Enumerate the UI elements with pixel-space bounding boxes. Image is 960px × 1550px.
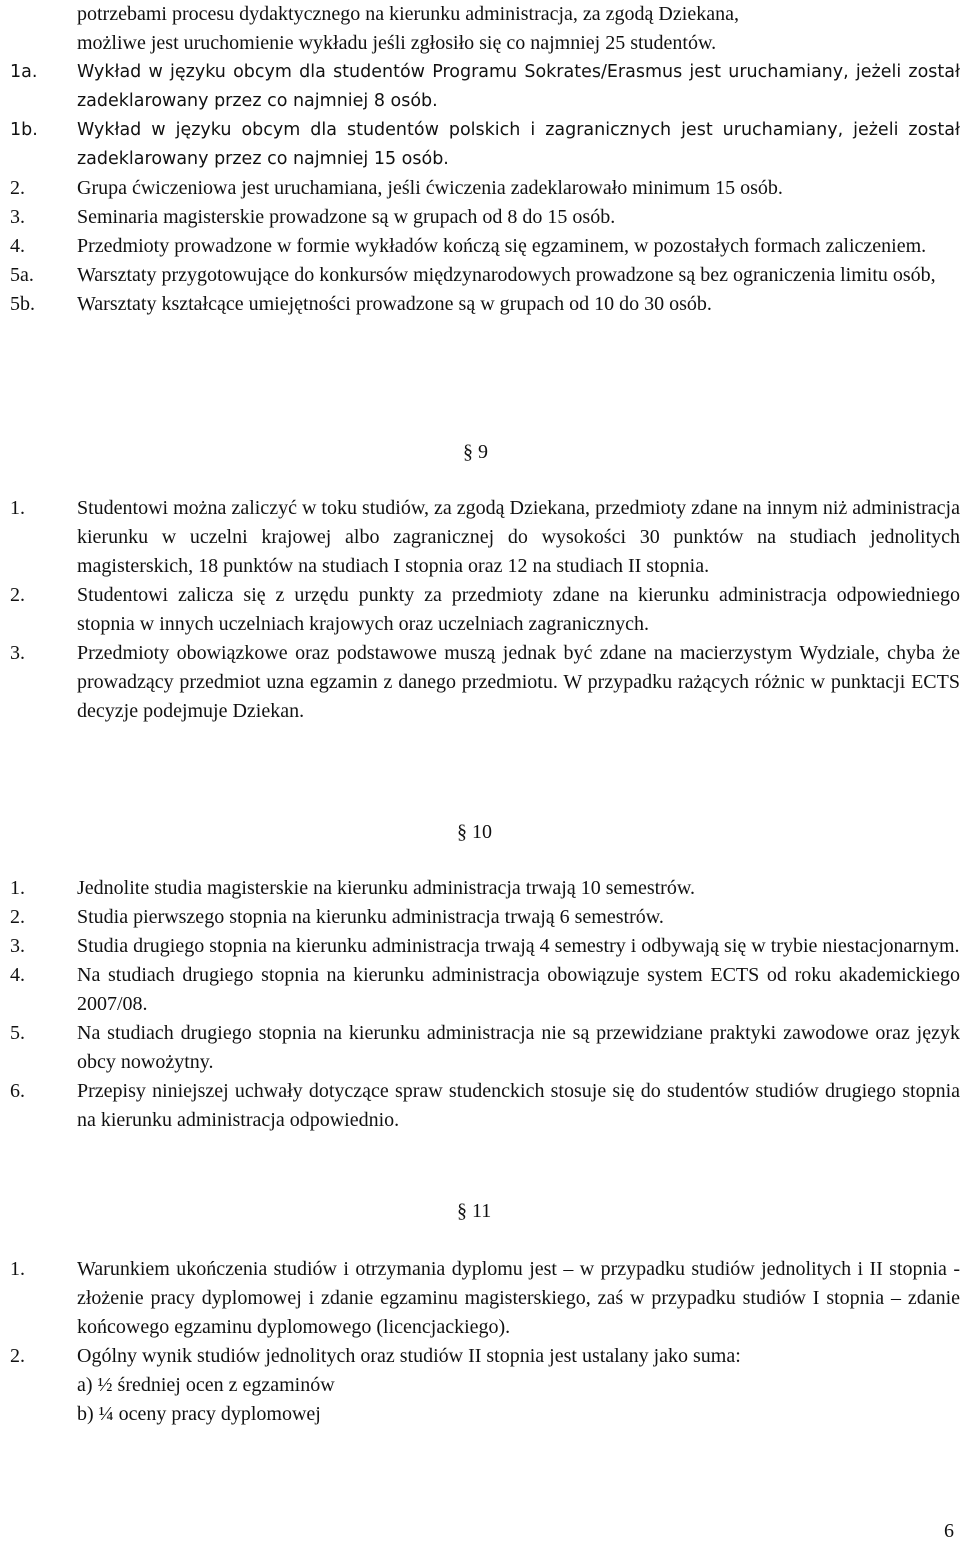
- item-number: 2.: [10, 1345, 25, 1367]
- item-number: 5b.: [10, 293, 35, 315]
- continuation-text: [10, 0, 960, 58]
- list-item: [10, 494, 960, 581]
- item-number: 3.: [10, 206, 25, 228]
- item-number: 3.: [10, 935, 25, 957]
- item-text: Warsztaty przygotowujące do konkursów międzynarodowych prowadzone są bez ograniczenia limitu osób,: [77, 264, 936, 286]
- list-item: [10, 1342, 960, 1371]
- list-item: [10, 290, 960, 319]
- item-text: Przedmioty obowiązkowe oraz podstawowe muszą jednak być zdane na macierzystym Wydziale, chyba że prowadzący przedmiot uzna egzamin z danego przedmiotu. W przypadku rażących różnic w punktacji ECTS decyzje podejmuje Dziekan.: [77, 642, 960, 722]
- item-text: Studentowi zalicza się z urzędu punkty za przedmioty zdane na kierunku administracja odpowiedniego stopnia w innych uczelniach krajowych oraz uczelniach zagranicznych.: [77, 584, 960, 635]
- section-10-list: [10, 874, 960, 1135]
- item-text: Przedmioty prowadzone w formie wykładów kończą się egzaminem, w pozostałych formach zaliczeniem.: [77, 235, 927, 257]
- item-number: 4.: [10, 964, 25, 986]
- list-item: [10, 1255, 960, 1342]
- item-text: Na studiach drugiego stopnia na kierunku administracja obowiązuje system ECTS od roku akademickiego 2007/08.: [77, 964, 960, 1015]
- section-8-list: [10, 58, 960, 319]
- item-text: Wykład w języku obcym dla studentów polskich i zagranicznych jest uruchamiany, jeżeli został zadeklarowany przez co najmniej 15 osób.: [77, 120, 960, 169]
- list-item: [10, 1077, 960, 1135]
- list-item: [10, 174, 960, 203]
- list-item: [10, 232, 960, 261]
- list-item: [10, 903, 960, 932]
- item-number: 6.: [10, 1080, 25, 1102]
- page-number: 6: [944, 1520, 954, 1542]
- item-text: Na studiach drugiego stopnia na kierunku administracja nie są przewidziane praktyki zawodowe oraz język obcy nowożytny.: [77, 1022, 960, 1073]
- list-item: [10, 874, 960, 903]
- list-item: [10, 961, 960, 1019]
- item-text: Studia pierwszego stopnia na kierunku administracja trwają 6 semestrów.: [77, 906, 664, 928]
- item-text: Studentowi można zaliczyć w toku studiów, za zgodą Dziekana, przedmioty zdane na innym niż administracja kierunku w uczelni krajowej albo zagranicznej do wysokości 30 punktów na studiach jednolitych magisterskich, 18 punktów na studiach I stopnia oraz 12 na studiach II stopnia.: [77, 497, 960, 577]
- item-text: Jednolite studia magisterskie na kierunku administracja trwają 10 semestrów.: [77, 877, 695, 899]
- section-9-list: [10, 494, 960, 726]
- item-number: 2.: [10, 177, 25, 199]
- item-text: Studia drugiego stopnia na kierunku administracja trwają 4 semestry i odbywają się w trybie niestacjonarnym.: [77, 935, 960, 957]
- item-number: 1.: [10, 877, 25, 899]
- list-item: [10, 203, 960, 232]
- section-heading-10: § 10: [457, 821, 492, 843]
- item-number: 2.: [10, 906, 25, 928]
- section-heading-11: § 11: [457, 1200, 492, 1222]
- item-number: 1a.: [10, 62, 38, 82]
- item-number: 4.: [10, 235, 25, 257]
- item-text: Seminaria magisterskie prowadzone są w grupach od 8 do 15 osób.: [77, 206, 616, 228]
- item-number: 1.: [10, 1258, 25, 1280]
- list-item: [10, 932, 960, 961]
- list-item: [10, 261, 960, 290]
- item-text: Warsztaty kształcące umiejętności prowadzone są w grupach od 10 do 30 osób.: [77, 293, 712, 315]
- item-number: 1.: [10, 497, 25, 519]
- section-11-list: [10, 1255, 960, 1429]
- continuation-paragraph: [10, 0, 960, 58]
- item-number: 2.: [10, 584, 25, 606]
- item-text: Warunkiem ukończenia studiów i otrzymania dyplomu jest – w przypadku studiów jednolitych i II stopnia - złożenie pracy dyplomowej i zdanie egzaminu magisterskiego, zaś w przypadku studiów I stopnia – zdanie końcowego egzaminu dyplomowego (licencjackiego).: [77, 1258, 960, 1338]
- continuation-line-1: potrzebami procesu dydaktycznego na kierunku administracja, za zgodą Dziekana,: [77, 3, 739, 25]
- item-text: Ogólny wynik studiów jednolitych oraz studiów II stopnia jest ustalany jako suma:: [77, 1345, 741, 1367]
- list-item: [10, 116, 960, 174]
- list-item: [10, 581, 960, 639]
- item-number: 5.: [10, 1022, 25, 1044]
- continuation-line-2: możliwe jest uruchomienie wykładu jeśli zgłosiło się co najmniej 25 studentów.: [77, 32, 717, 54]
- list-item: [10, 58, 960, 116]
- item-number: 1b.: [10, 120, 38, 140]
- item-number: 3.: [10, 642, 25, 664]
- sub-item-b: b) ¼ oceny pracy dyplomowej: [77, 1403, 321, 1425]
- item-text: Grupa ćwiczeniowa jest uruchamiana, jeśli ćwiczenia zadeklarowało minimum 15 osób.: [77, 177, 783, 199]
- sub-item-a: a) ½ średniej ocen z egzaminów: [77, 1374, 335, 1396]
- list-item: [10, 1019, 960, 1077]
- item-text: Przepisy niniejszej uchwały dotyczące spraw studenckich stosuje się do studentów studiów drugiego stopnia na kierunku administracja odpowiednio.: [77, 1080, 960, 1131]
- list-item: [10, 639, 960, 726]
- item-text: Wykład w języku obcym dla studentów Programu Sokrates/Erasmus jest uruchamiany, jeżeli został zadeklarowany przez co najmniej 8 osób.: [77, 62, 960, 111]
- item-number: 5a.: [10, 264, 34, 286]
- section-heading-9: § 9: [463, 441, 488, 463]
